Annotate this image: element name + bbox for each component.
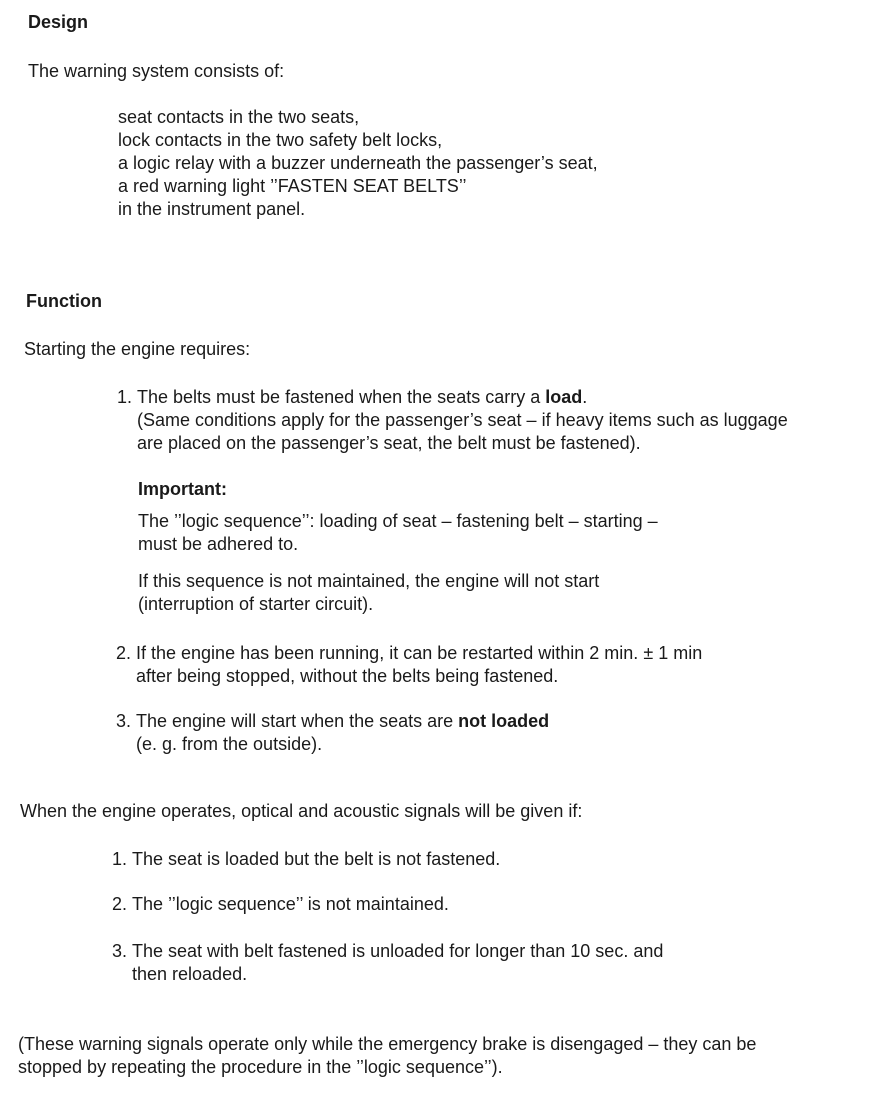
signal-item-3 [112,940,663,986]
closing-note: (These warning signals operate only while the emergency brake is disengaged – they can be stopped by repeating the procedure in the ’’logic sequence’’). [18,1034,757,1077]
design-intro: The warning system consists of: [28,61,285,81]
list-item: in the instrument panel. [118,199,306,219]
step-bold-text: not loaded [458,711,550,731]
important-paragraph-2: If this sequence is not maintained, the engine will not start (interruption of starter circuit). [138,571,600,614]
design-heading: Design [28,12,89,32]
signal-item-1 [112,848,500,871]
step-text: The seat with belt fastened is unloaded for longer than 10 sec. and [132,941,664,961]
step-number: 3. [116,711,132,731]
signal-item-2 [112,893,449,916]
list-item: a logic relay with a buzzer underneath the passenger’s seat, [118,153,598,173]
step-text: The belts must be fastened when the seats carry a [137,387,546,407]
step-text: The seat is loaded but the belt is not fastened. [132,849,501,869]
step-number: 1. [112,849,128,869]
important-label: Important: [138,479,227,499]
step-number: 3. [112,941,128,961]
function-heading: Function [26,291,102,311]
step-text: The ’’logic sequence’’ is not maintained. [132,894,449,914]
list-item: a red warning light ’’FASTEN SEAT BELTS’’ [118,176,467,196]
step-number: 2. [112,894,128,914]
step-text-line: (Same conditions apply for the passenger’s seat – if heavy items such as luggage [137,410,788,430]
list-item: lock contacts in the two safety belt locks, [118,130,443,150]
list-item: seat contacts in the two seats, [118,107,360,127]
step-bold-text: load [545,387,583,407]
function-step-3 [116,710,549,756]
step-number: 1. [117,387,133,407]
step-text-line: then reloaded. [132,964,248,984]
design-component-list [118,106,598,221]
step-text-line: (e. g. from the outside). [136,734,323,754]
step-text-line: are placed on the passenger’s seat, the belt must be fastened). [137,433,641,453]
step-text: The engine will start when the seats are [136,711,459,731]
important-paragraph-1: The ’’logic sequence’’: loading of seat – fastening belt – starting – must be adhered to. [138,511,658,554]
signals-intro: When the engine operates, optical and acoustic signals will be given if: [20,801,583,821]
step-text-line: after being stopped, without the belts being fastened. [136,666,559,686]
function-step-1: 1. The belts must be fastened when the seats carry a load. (Same conditions apply for the passenger’s seat – if heavy items such as luggage are placed on the passenger’s seat, the belt must be fastened). [117,387,788,453]
function-step-2 [116,642,702,688]
step-number: 2. [116,643,132,663]
function-intro: Starting the engine requires: [24,339,251,359]
step-text: If the engine has been running, it can be restarted within 2 min. ± 1 min [136,643,703,663]
